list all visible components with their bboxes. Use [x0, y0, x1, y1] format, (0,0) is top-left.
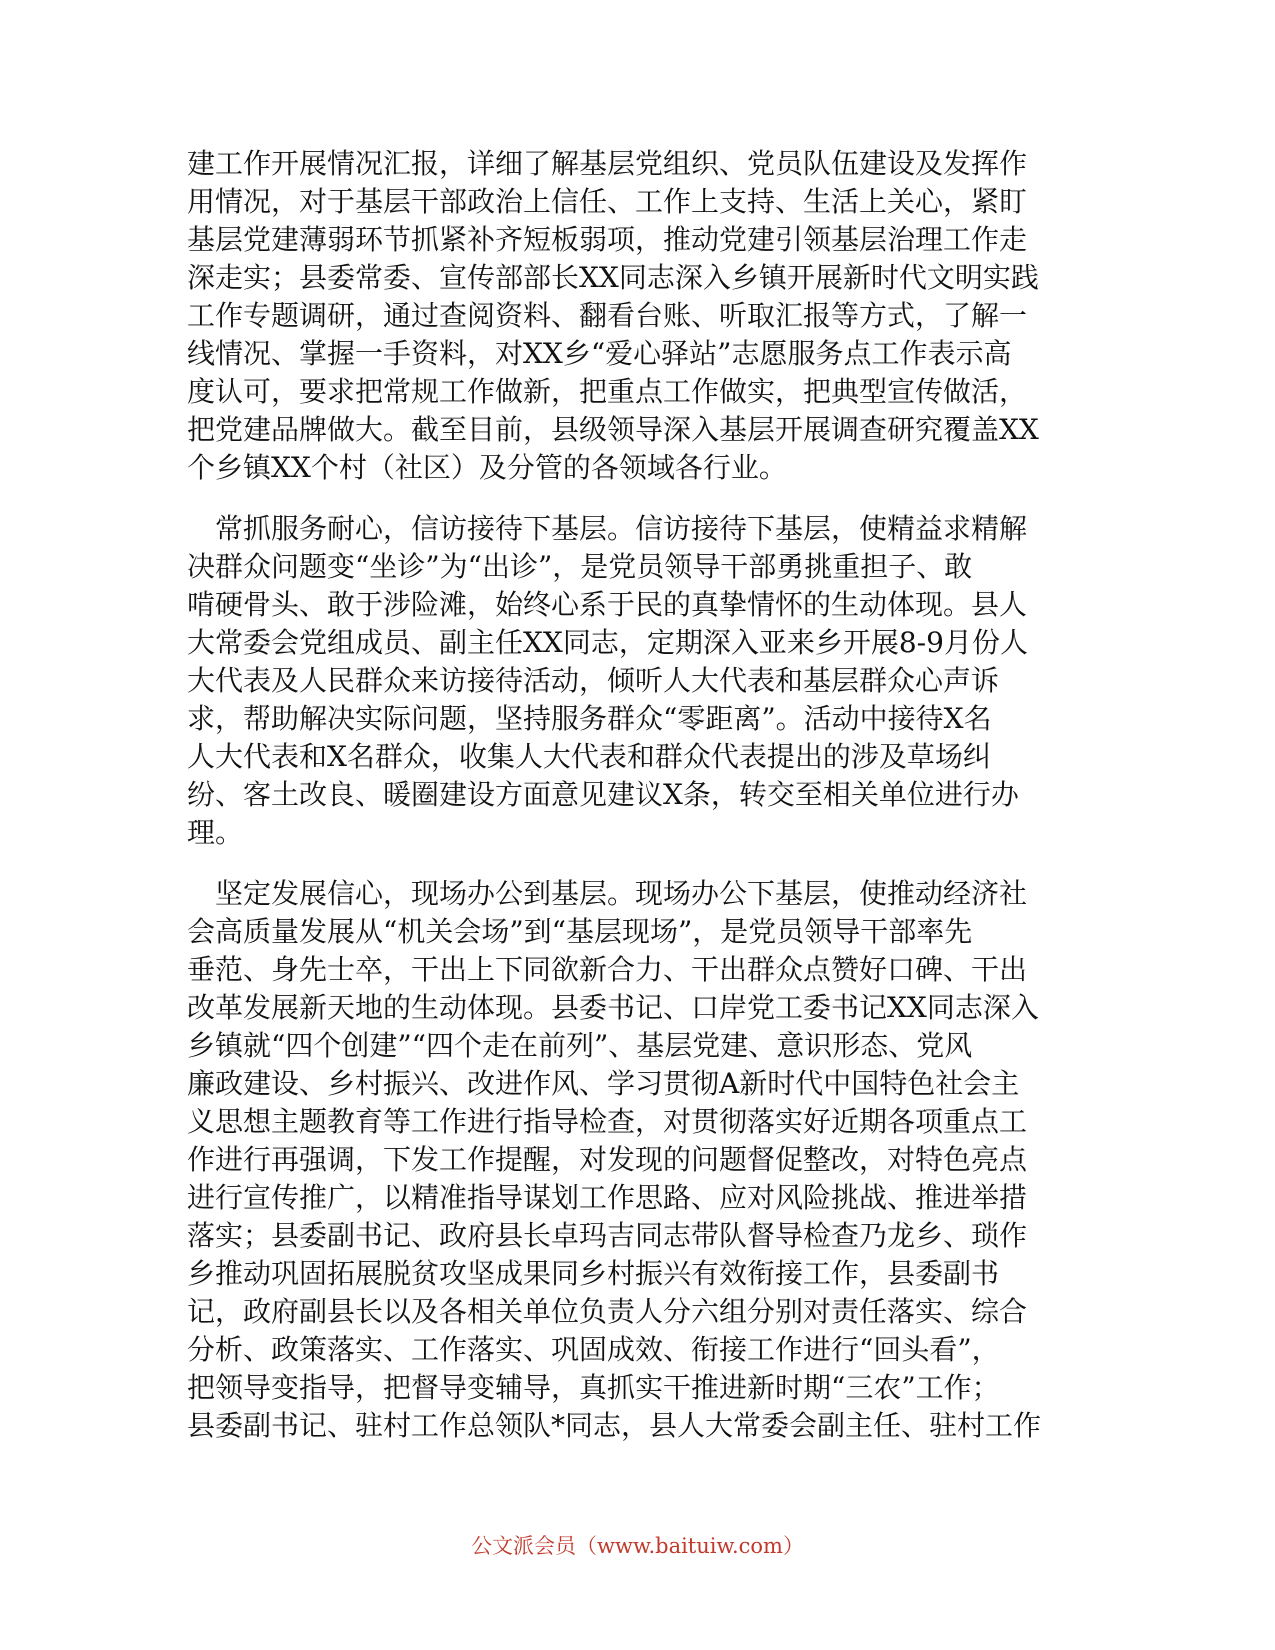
text-line: 会高质量发展从“机关会场”到“基层现场”，是党员领导干部率先	[187, 915, 973, 948]
text-line: 人大代表和X名群众，收集人大代表和群众代表提出的涉及草场纠	[187, 740, 991, 773]
text-line: 啃硬骨头、敢于涉险滩，始终心系于民的真挚情怀的生动体现。县人	[187, 588, 1028, 621]
text-line: 基层党建薄弱环节抓紧补齐短板弱项，推动党建引领基层治理工作走	[187, 223, 1028, 256]
text-line: 深走实；县委常委、宣传部部长XX同志深入乡镇开展新时代文明实践	[187, 261, 1039, 294]
text-line: 纷、客土改良、暖圈建设方面意见建议X条，转交至相关单位进行办	[187, 778, 1019, 811]
text-line: 理。	[187, 816, 244, 849]
paragraph-1	[187, 145, 1087, 487]
text-line: 决群众问题变“坐诊”为“出诊”，是党员领导干部勇挑重担子、敢	[187, 550, 973, 583]
text-line: 坚定发展信心，现场办公到基层。现场办公下基层，使推动经济社	[187, 877, 1028, 910]
text-line: 记，政府副县长以及各相关单位负责人分六组分别对责任落实、综合	[187, 1295, 1028, 1328]
text-line: 乡推动巩固拓展脱贫攻坚成果同乡村振兴有效衔接工作，县委副书	[187, 1257, 1000, 1290]
text-line: 分析、政策落实、工作落实、巩固成效、衔接工作进行“回头看”，	[187, 1333, 1000, 1366]
text-line: 常抓服务耐心，信访接待下基层。信访接待下基层，使精益求精解	[187, 512, 1028, 545]
text-line: 用情况，对于基层干部政治上信任、工作上支持、生活上关心，紧盯	[187, 185, 1028, 218]
text-line: 求，帮助解决实际问题，坚持服务群众“零距离”。活动中接待X名	[187, 702, 992, 735]
text-line: 垂范、身先士卒，干出上下同欲新合力、干出群众点赞好口碑、干出	[187, 953, 1028, 986]
text-line: 线情况、掌握一手资料，对XX乡“爱心驿站”志愿服务点工作表示高	[187, 337, 1012, 370]
text-line: 个乡镇XX个村（社区）及分管的各领域各行业。	[187, 451, 787, 484]
text-line: 进行宣传推广，以精准指导谋划工作思路、应对风险挑战、推进举措	[187, 1181, 1028, 1214]
text-line: 把党建品牌做大。截至目前，县级领导深入基层开展调查研究覆盖XX	[187, 413, 1039, 446]
document-body	[187, 145, 1087, 1445]
text-line: 建工作开展情况汇报，详细了解基层党组织、党员队伍建设及发挥作	[187, 147, 1028, 180]
text-line: 作进行再强调，下发工作提醒，对发现的问题督促整改，对特色亮点	[187, 1143, 1028, 1176]
text-line: 度认可，要求把常规工作做新，把重点工作做实，把典型宣传做活，	[187, 375, 1028, 408]
footer-watermark-link[interactable]: 公文派会员（www.baituiw.com）	[471, 1534, 804, 1558]
text-line: 大代表及人民群众来访接待活动，倾听人大代表和基层群众心声诉	[187, 664, 1000, 697]
text-line: 县委副书记、驻村工作总领队*同志，县人大常委会副主任、驻村工作	[187, 1409, 1042, 1442]
text-line: 工作专题调研，通过查阅资料、翻看台账、听取汇报等方式，了解一	[187, 299, 1028, 332]
text-line: 把领导变指导，把督导变辅导，真抓实干推进新时期“三农”工作；	[187, 1371, 1000, 1404]
paragraph-2	[187, 510, 1087, 852]
text-line: 廉政建设、乡村振兴、改进作风、学习贯彻A新时代中国特色社会主	[187, 1067, 1020, 1100]
paragraph-3	[187, 875, 1087, 1445]
text-line: 落实；县委副书记、政府县长卓玛吉同志带队督导检查乃龙乡、琐作	[187, 1219, 1028, 1252]
text-line: 义思想主题教育等工作进行指导检查，对贯彻落实好近期各项重点工	[187, 1105, 1028, 1138]
text-line: 改革发展新天地的生动体现。县委书记、口岸党工委书记XX同志深入	[187, 991, 1039, 1024]
text-line: 大常委会党组成员、副主任XX同志，定期深入亚来乡开展8-9月份人	[187, 626, 1028, 659]
text-line: 乡镇就“四个创建”“四个走在前列”、基层党建、意识形态、党风	[187, 1029, 973, 1062]
